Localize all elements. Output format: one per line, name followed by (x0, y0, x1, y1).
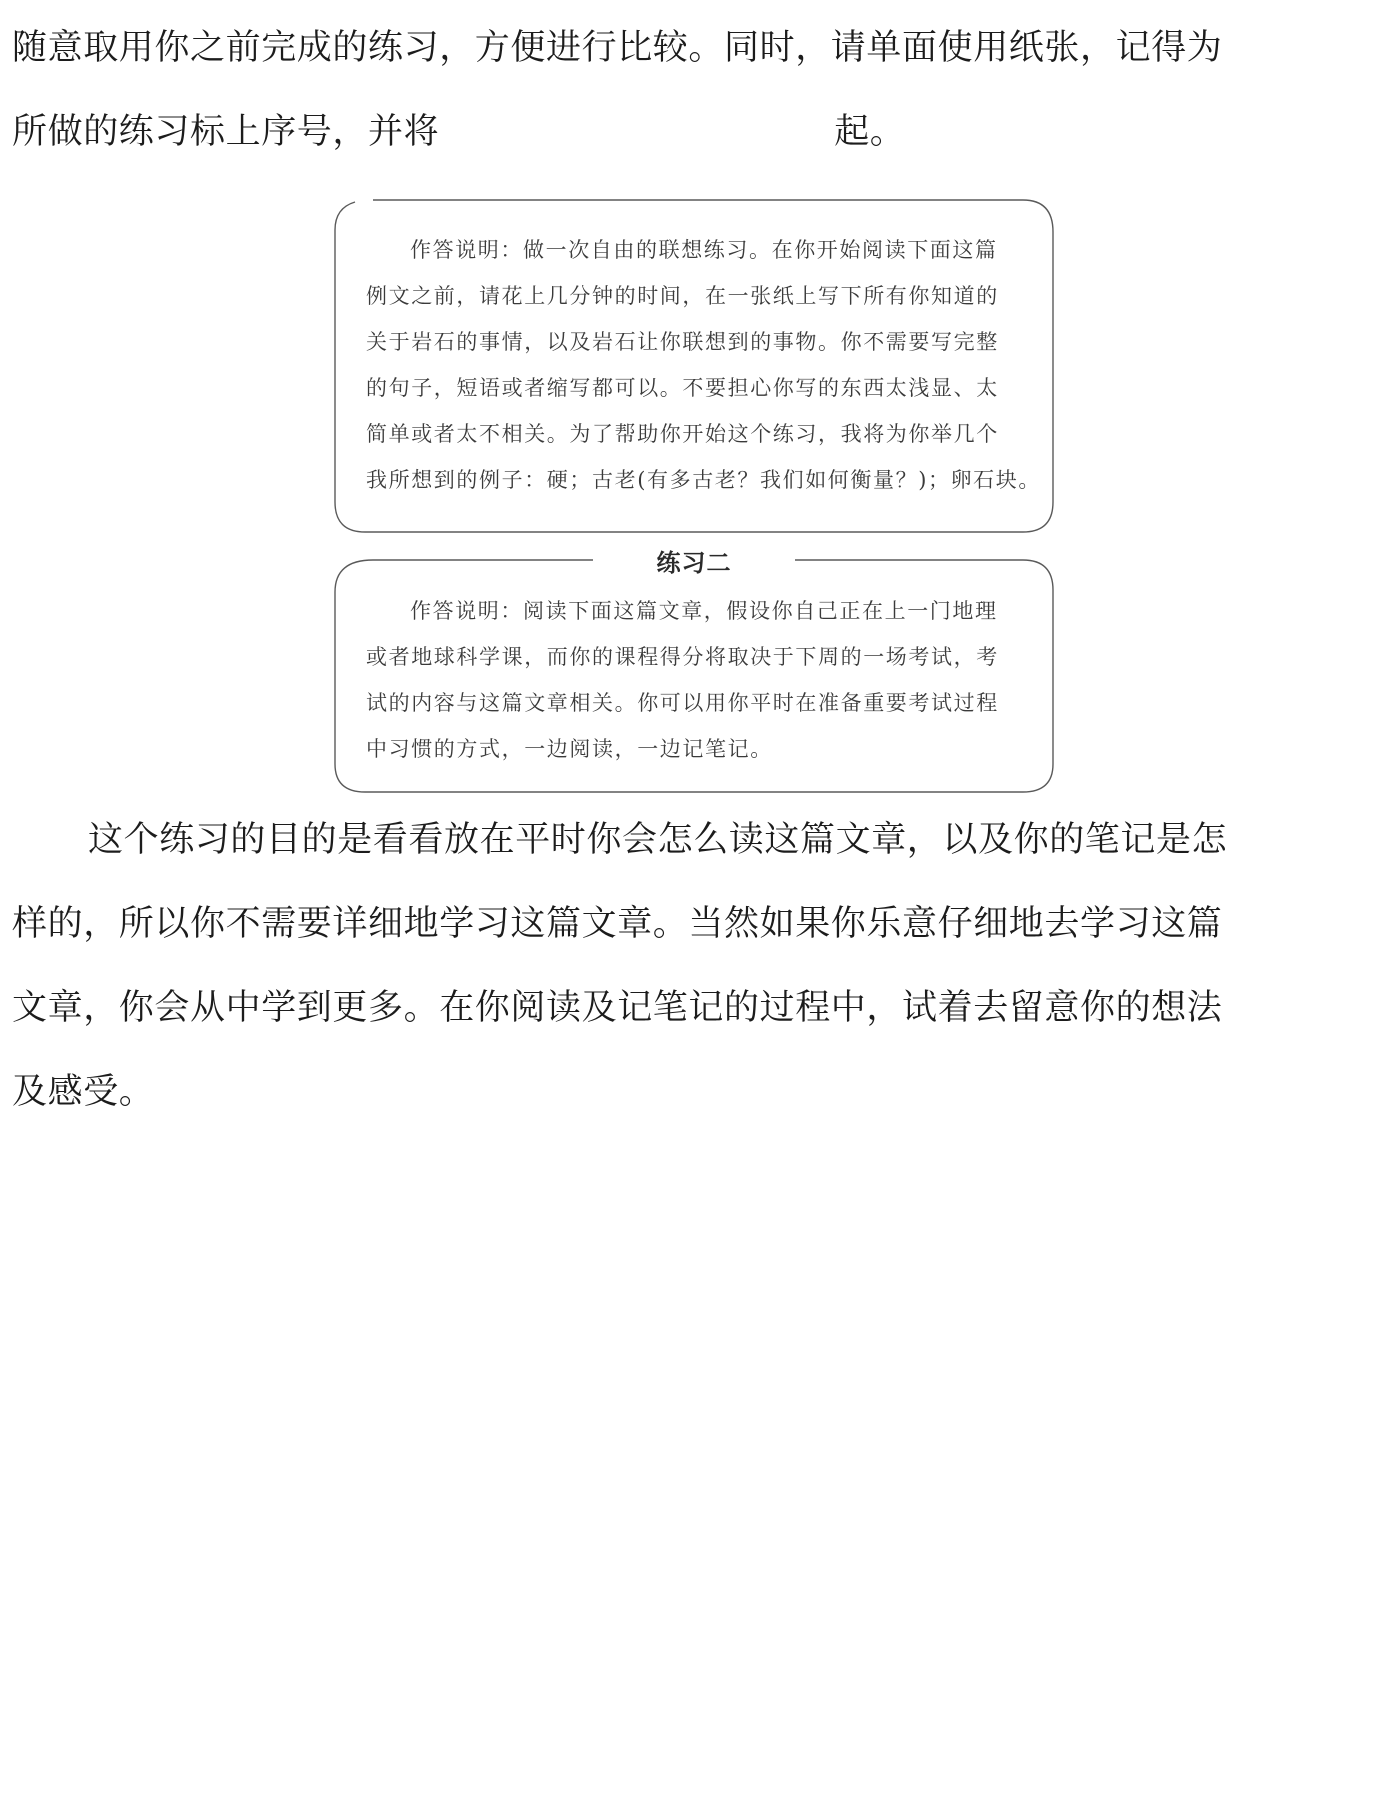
body-line-1: 这个练习的目的是看看放在平时你会怎么读这篇文章，以及你的笔记是怎 (88, 820, 1228, 860)
body-line-2: 样的，所以你不需要详细地学习这篇文章。当然如果你乐意仔细地去学习这篇 (12, 904, 1223, 944)
exercise-two-title-text: 练习二 (643, 549, 746, 577)
exercise-one-line: 例文之前，请花上几分钟的时间，在一张纸上写下所有你知道的 (366, 284, 999, 308)
exercise-two-box (333, 549, 1055, 794)
exercise-one-box (333, 198, 1055, 534)
exercise-one-line: 简单或者太不相关。为了帮助你开始这个练习，我将为你举几个 (366, 422, 999, 446)
exercise-one-line: 作答说明：做一次自由的联想练习。在你开始阅读下面这篇 (410, 238, 998, 262)
intro-line-2-end: 起。 (834, 112, 906, 152)
intro-line-1: 随意取用你之前完成的练习，方便进行比较。同时，请单面使用纸张，记得为 (12, 28, 1223, 68)
body-line-3: 文章，你会从中学到更多。在你阅读及记笔记的过程中，试着去留意你的想法 (12, 988, 1223, 1028)
exercise-one-line: 关于岩石的事情，以及岩石让你联想到的事物。你不需要写完整 (366, 330, 999, 354)
exercise-one-line: 我所想到的例子：硬；古老(有多古老？我们如何衡量？)；卵石块。 (366, 468, 1041, 492)
intro-line-2-start: 所做的练习标上序号，并将 (12, 112, 440, 152)
exercise-two-line: 或者地球科学课，而你的课程得分将取决于下周的一场考试，考 (366, 645, 999, 669)
exercise-one-text (366, 227, 1041, 503)
exercise-two-title (333, 543, 1055, 578)
exercise-two-line: 中习惯的方式，一边阅读，一边记笔记。 (366, 737, 773, 761)
intro-line-2 (12, 110, 1352, 154)
exercise-two-text (366, 588, 1026, 772)
exercise-one-line: 的句子，短语或者缩写都可以。不要担心你写的东西太浅显、太 (366, 376, 999, 400)
exercise-two-line: 试的内容与这篇文章相关。你可以用你平时在准备重要考试过程 (366, 691, 999, 715)
exercise-two-line: 作答说明：阅读下面这篇文章，假设你自己正在上一门地理 (410, 599, 998, 623)
body-line-4: 及感受。 (12, 1072, 155, 1112)
